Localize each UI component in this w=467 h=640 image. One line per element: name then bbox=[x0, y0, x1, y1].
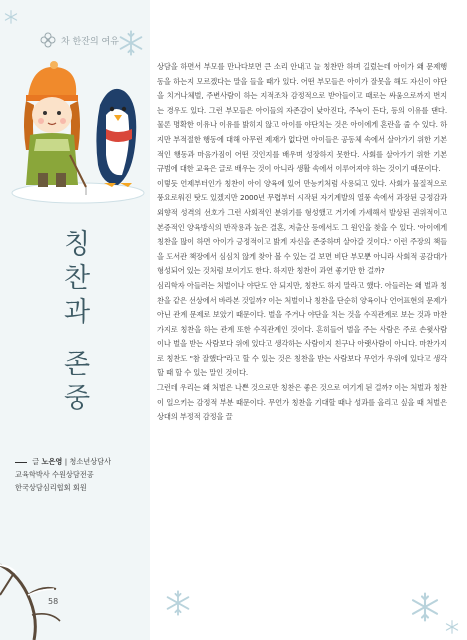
body-paragraph: 그런데 우리는 왜 처벌은 나쁜 것으로만 칭찬은 좋은 것으로 여기게 된 걸까? 이는 처벌과 칭찬이 일으키는 감정적 부분 때문이다. 무언가 칭찬을 기대할 때나 성과를 올리고 싶을 때 처벌은 상대의 부정적 감정을 끌 bbox=[157, 383, 447, 422]
branch-decoration bbox=[0, 545, 150, 640]
author-line-2: 교육학박사 수원상담전공 bbox=[15, 470, 94, 479]
girl-figure bbox=[24, 61, 86, 195]
snowflake-icon bbox=[445, 620, 459, 634]
title-char: 찬 bbox=[63, 263, 91, 294]
author-line-1: 글 노은영 | 청소년상담사 bbox=[15, 455, 155, 468]
illustration bbox=[8, 55, 148, 205]
snowflake-icon bbox=[410, 592, 440, 622]
author-name: 노은영 bbox=[41, 457, 63, 466]
title-char: 존 bbox=[63, 349, 91, 380]
title-char: 중 bbox=[63, 383, 91, 414]
snowflake-icon bbox=[4, 10, 18, 24]
author-role: | 청소년상담사 bbox=[64, 457, 112, 466]
title-char: 칭 bbox=[63, 229, 91, 260]
snowflake-icon bbox=[118, 30, 144, 56]
section-label: 차 한잔의 여유 bbox=[61, 36, 119, 47]
article-title bbox=[58, 228, 96, 416]
page-number: 58 bbox=[48, 597, 59, 606]
body-paragraph: 이렇듯 언제부터인가 칭찬이 아이 양육에 있어 만능키처럼 사용되고 있다. 사회가 물질적으로 풍요로워진 탓도 있겠지만 2000년 무렵부터 시작된 자기계발의 열풍 속에서 과장된 긍정감과 외향적 성격의 선호가 그런 사회적인 분위기를 형성했고 거기에 가세해서 발상된 권위적이고 본증적인 양육방식의 반작용과 높은 결혼, 저출산 등에서도 그 원인을 찾을 수 있다. '아이에게 칭찬을 많이 하면 아이가 긍정적이고 밝게 자신을 존중하며 살아갈 것이다.' 이런 주장의 책들을 도서관 책장에서 심심치 않게 찾아 볼 수 있는 걸 보면 비단 부모뿐 아니라 사회적 공감대가 형성되어 있는 것처럼 보이기도 한다. 하지만 칭찬이 과연 좋기만 한 걸까? bbox=[157, 178, 447, 276]
body-paragraph: 심리학자 아들러는 처벌이나 야단도 안 되지만, 칭찬도 하지 말라고 했다. 아들러는 왜 벌과 칭찬을 같은 선상에서 바라본 것일까? 이는 처벌이나 칭찬을 단순히 양육이나 언어표현의 문제가 아닌 관계 문제로 보았기 때문이다. 벌을 주거나 야단을 치는 것을 수직관계로 보는 것과 마찬가지로 칭찬을 하는 관계 또한 수직관계인 것이다. 흔히들어 벌을 주는 사람은 주로 손윗사람이나 벌을 받는 사람보다 위에 있다고 생각하는 사람이지 친구나 아랫사람이 아니다. 마찬가지로 칭찬도 "참 잘했다"라고 할 수 있는 것은 칭찬을 받는 사람보다 무언가 우위에 있다고 생각할 때 할 수 있는 말인 것이다. bbox=[157, 280, 447, 378]
flower-icon bbox=[40, 32, 56, 48]
penguin-figure bbox=[96, 89, 136, 187]
body-paragraph: 상담을 하면서 부모를 만나다보면 큰 소리 안내고 늘 칭찬만 하며 길렀는데 아이가 왜 문제행동을 하는지 모르겠다는 말을 들을 때가 있다. 어떤 부모들은 아이가 잘못을 해도 자신이 야단을 치거나체벌, 주변사람이 하는 지적조차 감정적으로 받아들이고 때로는 싸움으로까지 번지는 경우도 있다. 그런 부모들은 아이들의 자존감이 낮아진다, 주눅이 든다, 등의 이유를 댄다. 물론 명확한 이유나 이유를 밝히지 않고 아이를 야단치는 것은 아이에게 혼란을 줄 수 있다. 하지만 부적절한 행동에 대해 아무런 제재가 없다면 아이들은 공동체 속에서 살아가기 위한 기본적인 행동과 마음가짐이 어떤 것인지를 배우며 성장하지 못한다. 사회를 살아가기 위한 기본 규범에 대한 교육은 글로 배우는 것이 아니라 생활 속에서 이루어져야 하는 것이기 때문이다. bbox=[157, 62, 447, 174]
title-char: 과 bbox=[63, 297, 91, 328]
author-info bbox=[15, 455, 155, 494]
section-header bbox=[40, 30, 119, 50]
author-line-3: 한국상담심리협회 회원 bbox=[15, 483, 87, 492]
snowflake-icon bbox=[165, 590, 191, 616]
article-body bbox=[157, 60, 447, 425]
